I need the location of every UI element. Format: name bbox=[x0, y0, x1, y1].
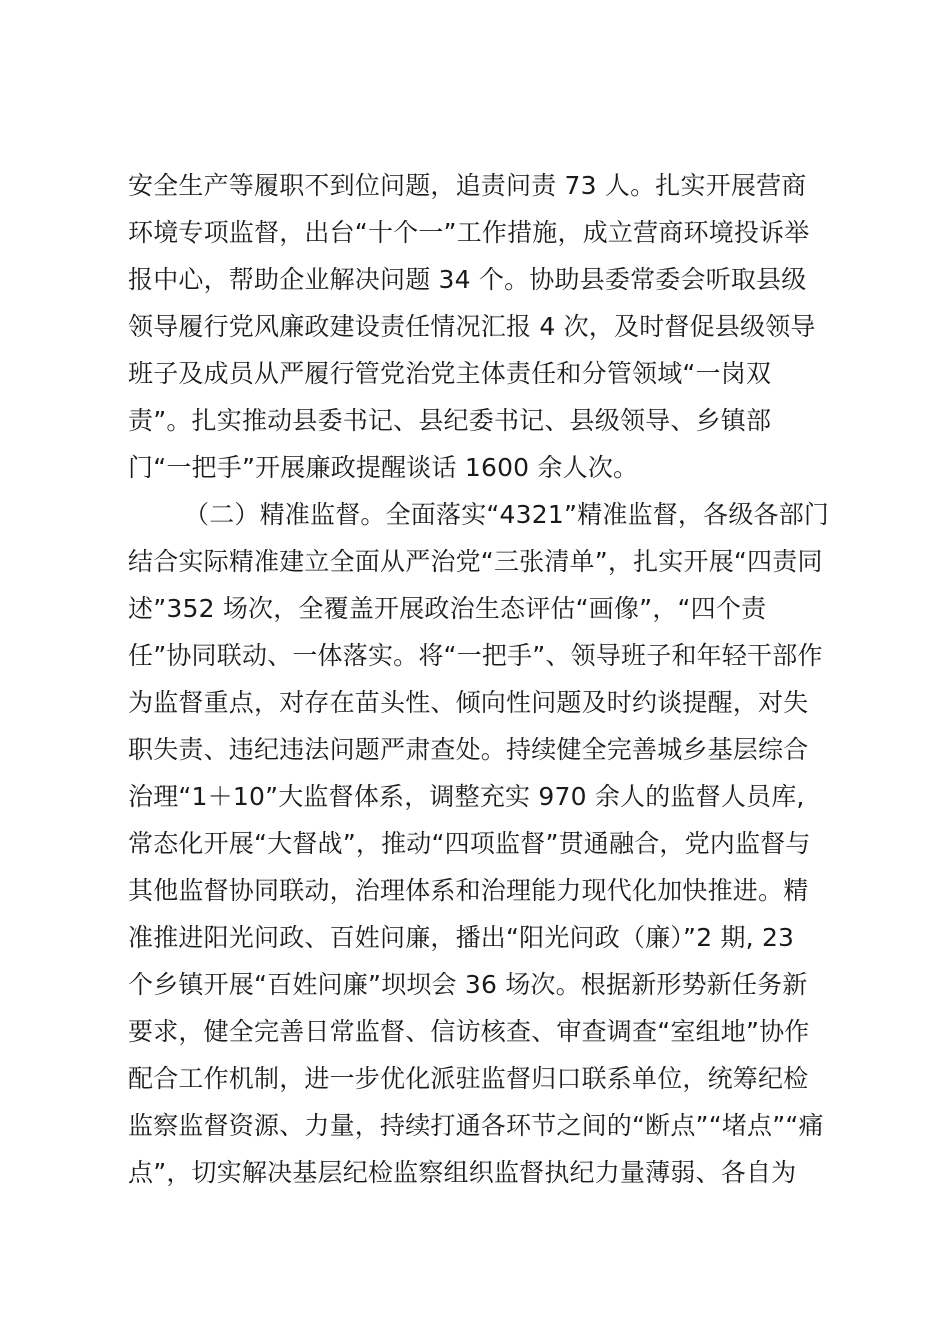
text-line-2: 环境专项监督，出台“十个一”工作措施，成立营商环境投诉举 bbox=[128, 218, 810, 247]
text-line-1: 安全生产等履职不到位问题，追责问责 73 人。扎实开展营商 bbox=[128, 171, 807, 200]
text-line-17: 准推进阳光问政、百姓问廉，播出“阳光问政（廉）”2 期, 23 bbox=[128, 923, 795, 952]
text-line-5: 班子及成员从严履行管党治党主体责任和分管领域“一岗双 bbox=[128, 359, 772, 388]
section-heading-line: （二）精准监督。全面落实“4321”精准监督，各级各部门 bbox=[184, 500, 830, 529]
text-line-3: 报中心，帮助企业解决问题 34 个。协助县委常委会听取县级 bbox=[128, 265, 807, 294]
text-line-10: 述”352 场次，全覆盖开展政治生态评估“画像”，“四个责 bbox=[128, 594, 767, 623]
text-line-21: 监察监督资源、力量，持续打通各环节之间的“断点”“堵点”“痛 bbox=[128, 1111, 824, 1140]
text-line-19: 要求，健全完善日常监督、信访核查、审查调查“室组地”协作 bbox=[128, 1017, 810, 1046]
text-line-6: 责”。扎实推动县委书记、县纪委书记、县级领导、乡镇部 bbox=[128, 406, 772, 435]
text-line-12: 为监督重点，对存在苗头性、倾向性问题及时约谈提醒，对失 bbox=[128, 688, 809, 717]
text-line-15: 常态化开展“大督战”，推动“四项监督”贯通融合，党内监督与 bbox=[128, 829, 811, 858]
text-line-18: 个乡镇开展“百姓问廉”坝坝会 36 场次。根据新形势新任务新 bbox=[128, 970, 808, 999]
text-line-14: 治理“1＋10”大监督体系，调整充实 970 余人的监督人员库, bbox=[128, 782, 805, 811]
text-line-4: 领导履行党风廉政建设责任情况汇报 4 次，及时督促县级领导 bbox=[128, 312, 816, 341]
text-line-13: 职失责、违纪违法问题严肃查处。持续健全完善城乡基层综合 bbox=[128, 735, 809, 764]
text-line-20: 配合工作机制，进一步优化派驻监督归口联系单位，统筹纪检 bbox=[128, 1064, 809, 1093]
text-line-7: 门“一把手”开展廉政提醒谈话 1600 余人次。 bbox=[128, 453, 639, 482]
text-line-22: 点”，切实解决基层纪检监察组织监督执纪力量薄弱、各自为 bbox=[128, 1158, 797, 1187]
text-line-11: 任”协同联动、一体落实。将“一把手”、领导班子和年轻干部作 bbox=[128, 641, 823, 670]
text-line-9: 结合实际精准建立全面从严治党“三张清单”，扎实开展“四责同 bbox=[128, 547, 823, 576]
text-line-16: 其他监督协同联动，治理体系和治理能力现代化加快推进。精 bbox=[128, 876, 809, 905]
